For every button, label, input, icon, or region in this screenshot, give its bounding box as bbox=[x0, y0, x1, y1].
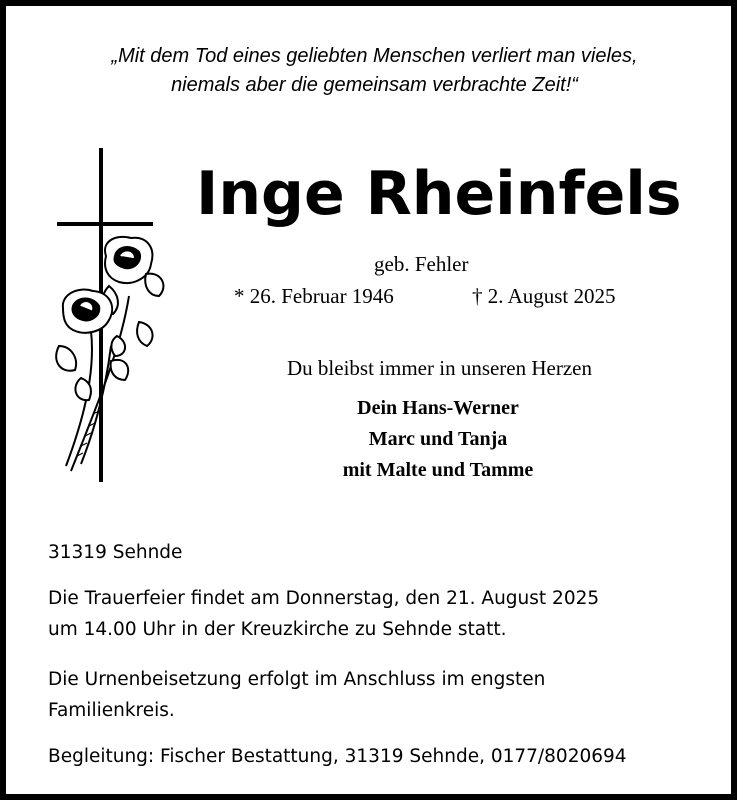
signer-line: Dein Hans-Werner bbox=[357, 397, 519, 419]
motto: Du bleibst immer in unseren Herzen bbox=[287, 356, 592, 380]
urn-burial-info bbox=[48, 664, 545, 726]
deceased-name: Inge Rheinfels bbox=[196, 159, 682, 229]
quote-line-2: niemals aber die gemeinsam verbrachte Zeit!“ bbox=[171, 74, 578, 96]
service-line: Die Trauerfeier findet am Donnerstag, den 21. August 2025 bbox=[48, 588, 600, 609]
service-info bbox=[48, 583, 599, 645]
urn-line: Die Urnenbeisetzung erfolgt im Anschluss im engsten bbox=[48, 669, 546, 690]
city: 31319 Sehnde bbox=[48, 542, 183, 563]
funeral-home-info: Begleitung: Fischer Bestattung, 31319 Sehnde, 0177/8020694 bbox=[48, 746, 627, 767]
signer-line: mit Malte und Tamme bbox=[342, 459, 534, 481]
quote-line-1: „Mit dem Tod eines geliebten Menschen verliert man vieles, bbox=[111, 45, 638, 67]
death-date: † 2. August 2025 bbox=[472, 284, 616, 308]
birth-date: * 26. Februar 1946 bbox=[234, 284, 394, 308]
cross-with-roses-icon bbox=[51, 146, 171, 486]
signer-line: Marc und Tanja bbox=[368, 428, 508, 450]
urn-line: Familienkreis. bbox=[48, 700, 175, 721]
life-dates bbox=[234, 282, 654, 310]
signers bbox=[268, 393, 608, 486]
birth-name: geb. Fehler bbox=[374, 252, 469, 276]
service-line: um 14.00 Uhr in der Kreuzkirche zu Sehnde statt. bbox=[48, 619, 507, 640]
